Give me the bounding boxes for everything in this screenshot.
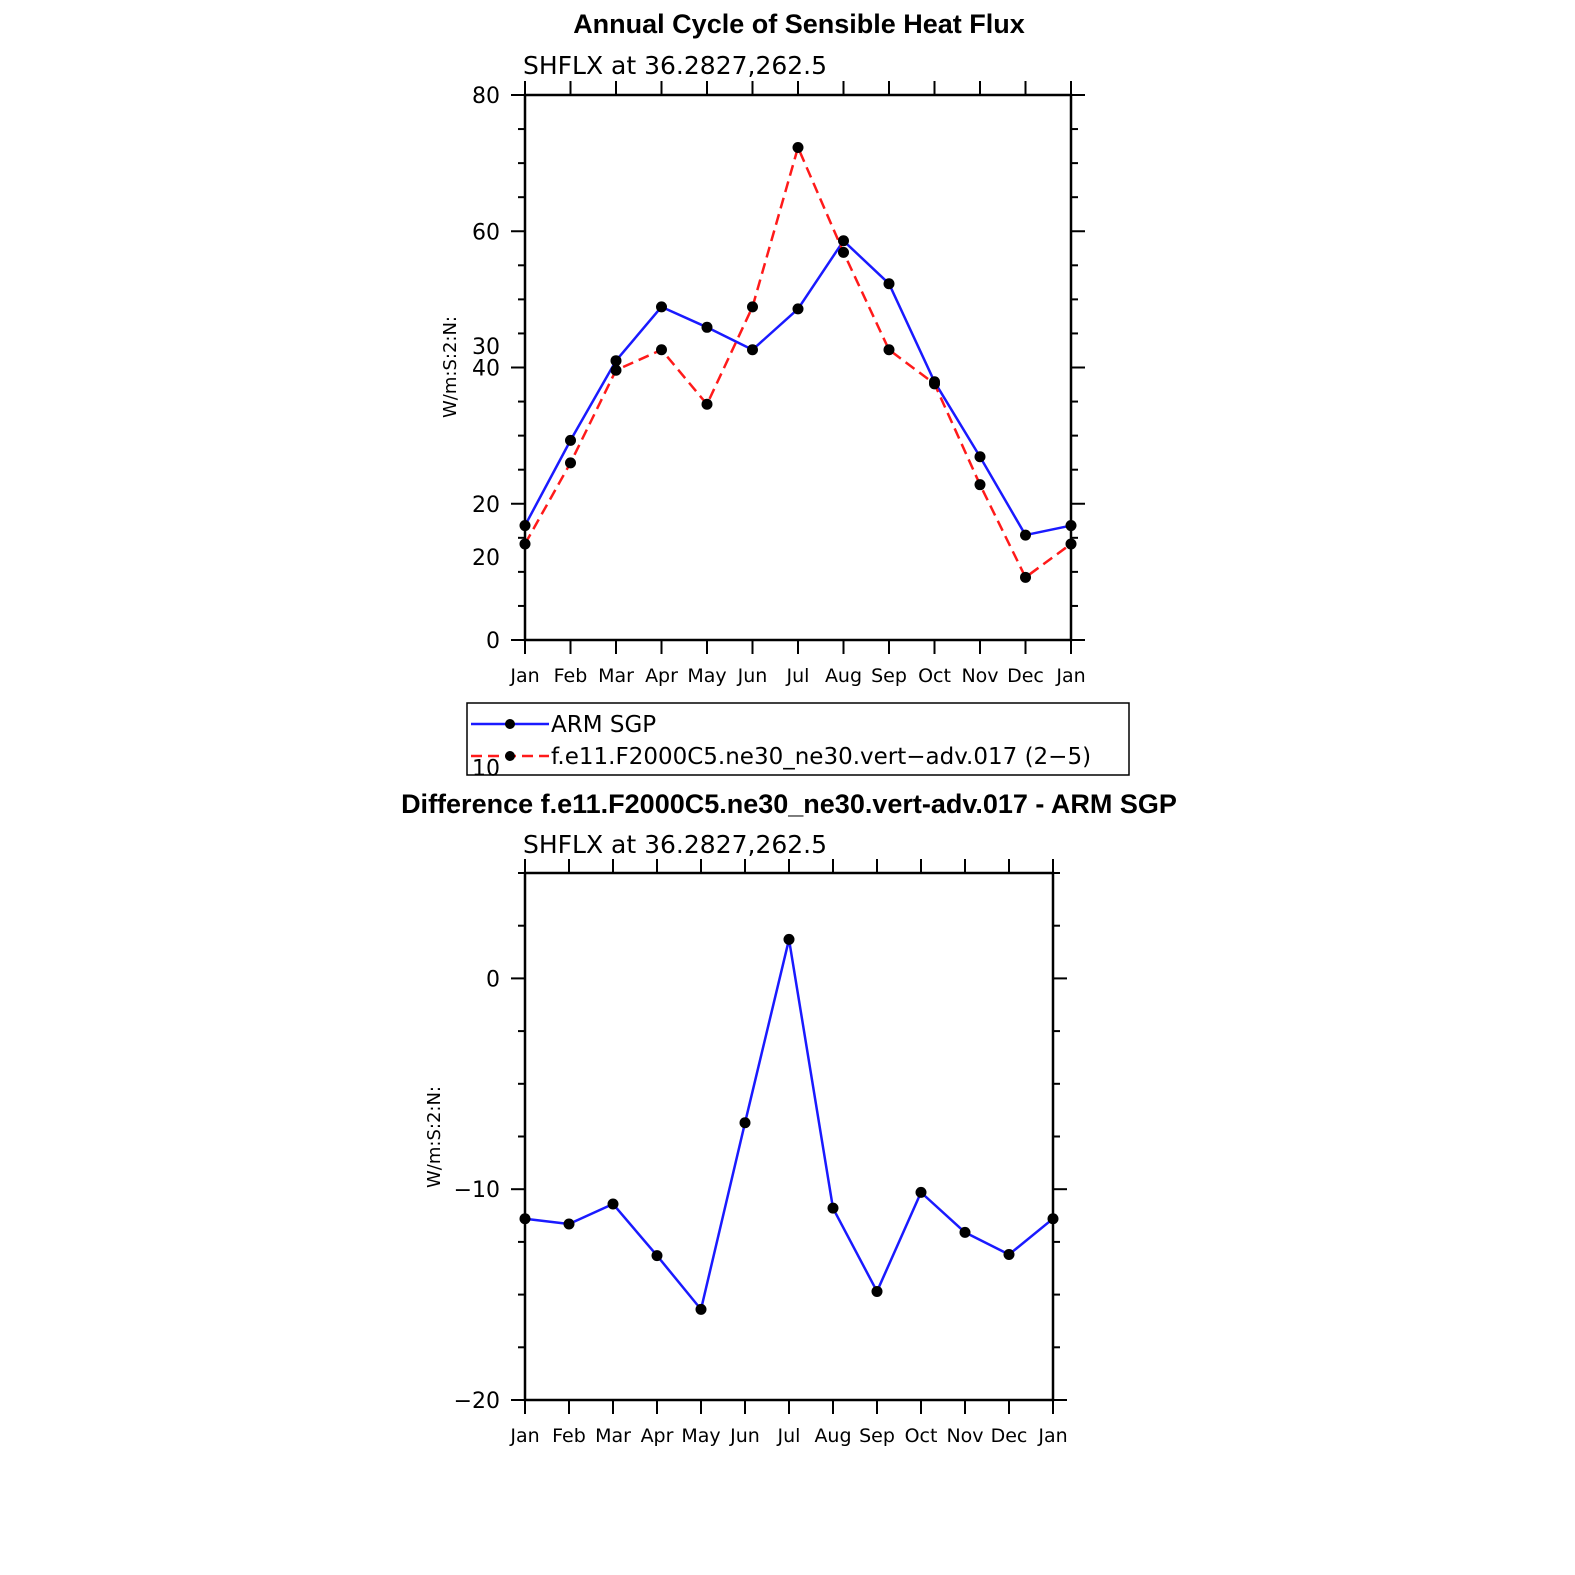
top-series-0-point <box>884 278 895 289</box>
top-chart-subtitle: SHFLX at 36.2827,262.5 <box>523 51 828 80</box>
top-chart-ylabel: W/m:S:2:N: <box>440 316 461 418</box>
bottom-xtick-label: Dec <box>990 1425 1028 1447</box>
top-series-line-1 <box>525 147 1071 577</box>
top-xtick-label: Jan <box>510 665 540 687</box>
top-series-0-point <box>656 301 667 312</box>
top-series-1-point <box>884 344 895 355</box>
bottom-series-0-point <box>652 1250 663 1261</box>
bottom-xtick-label: Apr <box>640 1425 674 1447</box>
top-series-1-point <box>565 457 576 468</box>
top-chart-series <box>520 142 1077 583</box>
top-xtick-label: Jan <box>1056 665 1086 687</box>
top-xtick-label: Nov <box>961 665 999 687</box>
top-series-0-point <box>747 344 758 355</box>
bottom-xtick-label: Jun <box>730 1425 760 1447</box>
bottom-xtick-label: Aug <box>814 1425 852 1447</box>
top-series-1-point <box>702 399 713 410</box>
top-series-1-point <box>611 365 622 376</box>
bottom-chart-xtick-labels <box>509 1425 1067 1447</box>
top-series-1-point <box>793 142 804 153</box>
bottom-ytick-label: 10 <box>472 756 500 782</box>
bottom-chart-ylabel: W/m:S:2:N: <box>424 1086 445 1188</box>
bottom-series-0-point <box>916 1187 927 1198</box>
bottom-series-0-point <box>696 1304 707 1315</box>
top-xtick-label: Oct <box>918 665 951 687</box>
bottom-chart-series <box>520 934 1059 1315</box>
bottom-xtick-label: Feb <box>552 1425 586 1447</box>
top-series-1-point <box>929 378 940 389</box>
bottom-ytick-label: 0 <box>486 967 500 993</box>
bottom-xtick-label: Oct <box>904 1425 938 1447</box>
top-series-1-point <box>975 479 986 490</box>
top-series-1-point <box>656 344 667 355</box>
bottom-chart <box>401 335 1177 1447</box>
bottom-series-0-point <box>960 1227 971 1238</box>
top-xtick-label: Dec <box>1007 665 1044 687</box>
top-xtick-label: Mar <box>598 665 634 687</box>
top-chart-ticks <box>511 81 1085 654</box>
top-series-1-point <box>1020 572 1031 583</box>
top-series-0-point <box>702 322 713 333</box>
top-xtick-label: Jun <box>737 665 768 687</box>
top-series-0-point <box>838 235 849 246</box>
top-ytick-label: 20 <box>472 492 500 518</box>
legend-label-arm: ARM SGP <box>551 712 657 738</box>
bottom-xtick-label: Jan <box>510 1425 540 1447</box>
bottom-series-0-point <box>740 1117 751 1128</box>
bottom-series-0-point <box>872 1286 883 1297</box>
legend-entry-model <box>471 744 1091 770</box>
bottom-xtick-label: May <box>681 1425 721 1447</box>
top-series-1-point <box>838 247 849 258</box>
top-series-1-point <box>747 301 758 312</box>
top-ytick-label: 60 <box>472 220 500 246</box>
bottom-ytick-label: −10 <box>453 1178 500 1204</box>
bottom-series-0-point <box>828 1203 839 1214</box>
bottom-series-0-point <box>1004 1249 1015 1260</box>
top-chart-frame <box>525 95 1071 640</box>
bottom-series-line-0 <box>525 939 1053 1309</box>
top-chart <box>440 9 1086 687</box>
bottom-xtick-label: Jan <box>1038 1425 1068 1447</box>
top-chart-title: Annual Cycle of Sensible Heat Flux <box>573 9 1025 39</box>
top-xtick-label: May <box>687 665 727 687</box>
bottom-xtick-label: Nov <box>946 1425 984 1447</box>
top-ytick-label: 80 <box>472 84 500 109</box>
bottom-series-0-point <box>608 1198 619 1209</box>
top-chart-xtick-labels <box>509 665 1085 687</box>
top-ytick-label: 40 <box>472 356 500 382</box>
bottom-series-0-point <box>784 934 795 945</box>
bottom-xtick-label: Sep <box>859 1425 895 1447</box>
top-xtick-label: Feb <box>553 665 588 687</box>
bottom-chart-title: Difference f.e11.F2000C5.ne30_ne30.vert-adv.017 - ARM SGP <box>401 789 1177 819</box>
legend <box>467 703 1129 775</box>
top-series-0-point <box>793 303 804 314</box>
bottom-ytick-label: −20 <box>453 1389 500 1414</box>
legend-marker-model <box>505 751 515 761</box>
top-xtick-label: Apr <box>645 665 678 687</box>
bottom-series-0-point <box>564 1218 575 1229</box>
top-xtick-label: Sep <box>871 665 907 687</box>
bottom-chart-frame <box>525 873 1053 1400</box>
bottom-ytick-label: 30 <box>472 335 500 360</box>
legend-marker-arm <box>505 719 515 729</box>
top-xtick-label: Aug <box>824 665 863 687</box>
top-series-0-point <box>1020 530 1031 541</box>
top-xtick-label: Jul <box>786 665 810 687</box>
bottom-chart-subtitle: SHFLX at 36.2827,262.5 <box>523 830 828 859</box>
top-ytick-label: 0 <box>486 629 500 654</box>
top-series-0-point <box>611 355 622 366</box>
top-series-0-point <box>565 435 576 446</box>
top-series-0-point <box>975 451 986 462</box>
bottom-xtick-label: Jul <box>777 1425 801 1447</box>
bottom-xtick-label: Mar <box>595 1425 631 1447</box>
legend-label-model: f.e11.F2000C5.ne30_ne30.vert−adv.017 (2−5) <box>551 744 1092 770</box>
bottom-ytick-label: 20 <box>472 545 500 571</box>
